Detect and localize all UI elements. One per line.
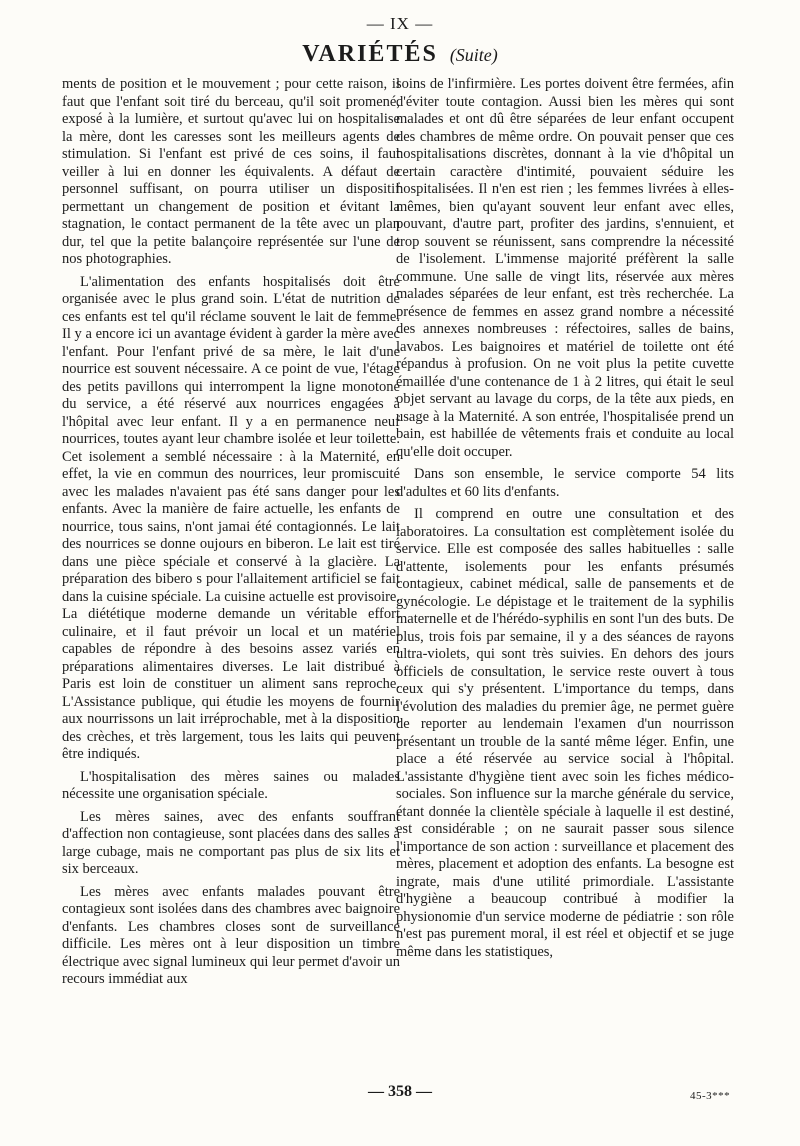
paragraph: ments de position et le mouvement ; pour cette raison, il faut que l'enfant soit tiré du berceau, qu'il soit promené, exposé à la lumière, et surtout qu'avec lui on hospitalise la mère, dont les caresses sont les meilleurs agents de stimulation. Si l'enfant est privé de ces soins, il faut veiller à lui en donner les équivalents. A défaut de personnel suffisant, on pourra utiliser un dispositif permettant un changement de position et évitant la stagnation, le contact permanent de la tête avec un plan dur, tel que la petite balançoire représentée sur l'une de nos photographies.: [62, 76, 400, 267]
page-number: — IX —: [366, 14, 434, 33]
paragraph: Dans son ensemble, le service comporte 54 lits d'adultes et 60 lits d'enfants.: [396, 466, 734, 500]
page-title: [0, 40, 800, 69]
left-column: [62, 76, 400, 994]
paragraph: Il comprend en outre une consultation et des laboratoires. La consultation est complètement isolée du service. Elle est composée des salles habituelles : salle d'attente, isolements pour les enfants présumés contagieux, cabinet médical, salle de pansements et de gynécologie. Le dépistage et le traitement de la syphilis maternelle et de l'hérédo-syphilis en sont l'un des buts. De plus, trois fois par semaine, il y a des séances de rayons ultra-violets, qui sont très suivies. En dehors des jours officiels de consultation, le service reste ouvert à tous ceux qui s'y présentent. L'importance du temps, dans l'évolution des maladies du premier âge, ne permet guère de reporter au lendemain l'examen d'un nourrisson présentant un trouble de la santé même léger. Enfin, une place a été réservée au service social à l'hôpital. L'assistante d'hygiène tient avec soin les fiches médico-sociales. Son influence sur la marche générale du service, étant donnée la clientèle spéciale à laquelle il est destiné, est considérable ; on ne saurait passer sous silence l'importance de son action : surveillance et placement des mères, placement et adoption des enfants. La besogne est ingrate, mais d'une utilité primordiale. L'assistante d'hygiène a beaucoup contribué à modifier la physionomie d'un service moderne de pédiatrie : son rôle n'est pas purement moral, il est réel et objectif et se juge même dans les statistiques,: [396, 506, 734, 960]
printer-signature: 45-3***: [690, 1090, 731, 1102]
paragraph: L'alimentation des enfants hospitalisés doit être organisée avec le plus grand soin. L'état de nutrition de ces enfants est tel qu'il réclame souvent le lait de femme. Il y a encore ici un avantage évident à garder la mère avec l'enfant. Pour l'enfant privé de sa mère, le lait d'une nourrice est souvent nécessaire. A ce point de vue, l'étage des petits pavillons qui interrompent la ligne monotone du service, a été réservé aux nourrices engagées à l'hôpital avec leur enfant. Il y a en permanence neuf nourrices, toutes ayant leur chambre isolée et leur toilette. Cet isolement a semblé nécessaire : à la Maternité, en effet, la vie en commun des nourrices, leur promiscuité avec les malades n'avaient pas été sans danger pour les enfants. Avec la manière de faire actuelle, les enfants de nourrice, tous sains, n'ont jamai été contagionnés. Le lait des nourrices se donne oujours en biberon. Le lait est tiré dans une pièce spéciale et conservé à la glacière. La préparation des bibero s pour l'allaitement artificiel se fait dans la cuisine spéciale. La cuisine actuelle est provisoire. La diététique moderne demande un véritable effort culinaire, et il faut prévoir un local et un matériel capables de répondre à des besoins assez variés en préparations alimentaires diverses. Le lait distribué à Paris est loin de constituer un aliment sans reproche. L'Assistance publique, qui étudie les moyens de fournir aux nourrissons un lait irréprochable, met à la disposition des crèches, et très largement, tous les laits qui peuvent être indiqués.: [62, 273, 400, 762]
paragraph: soins de l'infirmière. Les portes doivent être fermées, afin d'éviter toute contagion. Aussi bien les mères qui sont malades et ont dû être séparées de leur enfant occupent des chambres de même ordre. On pouvait penser que ces hospitalisations discrètes, donnant à la vie d'hôpital un certain caractère d'intimité, pouvaient séduire les hospitalisées. Il n'en est rien ; les femmes livrées à elles-mêmes, bien qu'ayant souvent leur enfant avec elles, pouvant, d'autre part, profiter des jardins, s'ennuient, et trop souvent se réunissent, sans comprendre la nécessité de l'isolement. L'immense majorité préfèrent la salle commune. Une salle de vingt lits, réservée aux mères malades séparées de leur enfant, est très recherchée. La présence de femmes en assez grand nombre a nécessité des annexes nombreuses : réfectoires, salles de bains, lavabos. Les baignoires et matériel de toilette ont été répandus à profusion. On ne voit plus la petite cuvette émaillée d'une contenance de 1 à 2 litres, qui était le seul objet servant au lavage du corps, de la tête aux pieds, en usage à la Maternité. A son entrée, l'hospitalisée prend un bain, est habillée de vêtements frais et conduite au local qu'elle doit occuper.: [396, 76, 734, 460]
paragraph: L'hospitalisation des mères saines ou malades nécessite une organisation spéciale.: [62, 768, 400, 802]
paragraph: Les mères avec enfants malades pouvant être contagieux sont isolées dans des chambres avec baignoire d'enfants. Les chambres closes sont de surveillance difficile. Les mères ont à leur disposition un timbre électrique avec signal lumineux qui leur permet d'avoir un recours immédiat aux: [62, 883, 400, 987]
section-title: VARIÉTÉS: [302, 41, 438, 67]
right-column: [396, 76, 734, 966]
paragraph: Les mères saines, avec des enfants souffrant d'affection non contagieuse, sont placées dans des salles à large cubage, mais ne comportant pas plus de six lits et six berceaux.: [62, 808, 400, 877]
section-title-suffix: (Suite): [449, 45, 498, 65]
folio-number: — 358 —: [368, 1083, 432, 1100]
